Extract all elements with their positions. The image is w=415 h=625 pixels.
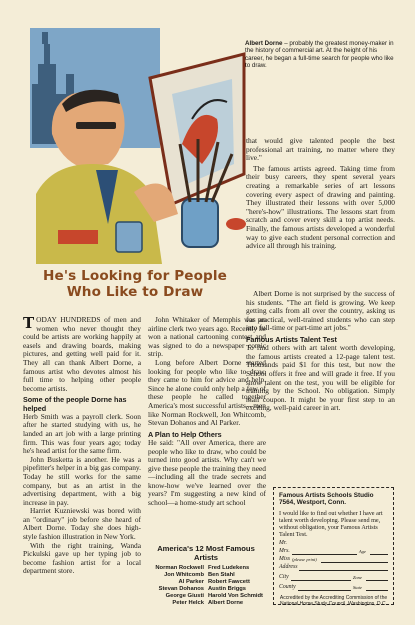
artist-name: Norman Rockwell xyxy=(155,564,204,571)
right-bottom-paragraph-1: Albert Dorne is not surprised by the success of his students. "The art field is growing. We keep getting calls from all over the country, asking us for practical, well-trained students who can step into full-time or part-time art jobs." xyxy=(246,289,395,333)
coupon-mr-field[interactable] xyxy=(279,540,388,547)
col1-subhead: Some of the people Dorne has helped xyxy=(23,395,127,413)
coupon-miss-field[interactable] xyxy=(279,556,388,563)
col1-paragraph-3: John Busketta is another. He was a pipefitter's helper in a big gas company. Today he still works for the same company, but as an artist in the advertising department, with a big increase in pay. xyxy=(23,454,141,507)
print-note: (please print) xyxy=(291,556,317,562)
coupon-county-state-field[interactable] xyxy=(279,584,388,591)
artist-at-easel-illustration xyxy=(22,24,247,264)
col1-p1-text: ODAY HUNDREDS of men and women who never thought they could be artists are working happily at easels and drawing boards, making pictures, and getting well paid for it. They all can thank Albert Dorne, a famous artist who devotes almost his full time to helping other people become artists. xyxy=(23,315,141,393)
coupon-body: I would like to find out whether I have art talent worth developing. Please send me, without obligation, your Famous Artists Talent Test. xyxy=(279,509,383,538)
right-column-top xyxy=(246,137,395,253)
article-column-1 xyxy=(23,316,141,576)
zone-label: Zone xyxy=(352,574,362,580)
right-bottom-paragraph-2: To find others with art talent worth developing, the famous artists created a 12-page talent test. Thousands paid $1 for this test, but now the School offers it free and will grade it free. If you show talent on the test, you will be eligible for training by the School. No obligation. Simply mail coupon. It might be your first step to an exciting, well-paid career in art. xyxy=(246,343,395,413)
mr-label: Mr. xyxy=(279,539,287,546)
coupon-header: Famous Artists Schools Studio 7564, Westport, Conn. xyxy=(279,492,374,507)
mrs-label: Mrs. xyxy=(279,547,290,554)
talent-test-subhead: Famous Artists Talent Test xyxy=(246,334,337,344)
coupon-mrs-age-field[interactable] xyxy=(279,548,388,555)
artist-name: Robert Fawcett xyxy=(208,578,250,585)
col2-paragraph-2: Long before Albert Dorne started looking for people who like to draw, they came to him for advice and help. Since he alone could only help a few of these people he called together America's most successful artists—men like Norman Rockwell, Jon Whitcomb, Stevan Dohanos and Al Parker. xyxy=(148,357,266,428)
artist-name: Stevan Dohanos xyxy=(158,585,204,592)
artist-name: Ben Stahl xyxy=(208,571,235,578)
coupon-address-field[interactable] xyxy=(279,564,388,571)
col2-paragraph-3: He said: "All over America, there are people who like to draw, who could be turned into good artists. Why can't we give these people the training they need—including all the trade secrets and know-how we've learned over the years? I'm suggesting a new kind of school—a home-study art school xyxy=(148,437,266,508)
caption-text: – probably the greatest money-maker in the history of commercial art. At the height of his career, he began a full-time search for people who like to draw. xyxy=(245,40,394,70)
page-headline: He's Looking for People Who Like to Draw xyxy=(43,268,227,300)
right-top-paragraph-2: The famous artists agreed. Taking time from their busy careers, they spent several years creating a remarkable series of art lessons covering every aspect of drawing and painting. They illustrated their lessons with over 5,000 "here's-how" illustrations. The lessons start from scratch and cover every skill a top artist needs. Finally, the famous artists developed a wonderful way to give each student personal correction and advice all through his training. xyxy=(246,163,395,251)
artist-name: Austin Briggs xyxy=(208,585,247,592)
age-label: Age xyxy=(358,548,366,554)
address-label: Address xyxy=(279,563,298,570)
artist-name: Albert Dorne xyxy=(208,599,244,606)
col2-subhead: A Plan to Help Others xyxy=(148,429,222,439)
drop-cap: T xyxy=(23,314,35,332)
col1-paragraph-2: Herb Smith was a payroll clerk. Soon after he started studying with us, he landed an art job with a large printing firm. This was four years ago; today he's head artist for the same firm. xyxy=(23,411,141,456)
artist-name: George Giusti xyxy=(165,592,204,599)
artists-title: America's 12 Most Famous Artists xyxy=(157,544,255,562)
mail-coupon[interactable] xyxy=(273,487,394,605)
col2-paragraph-1: John Whitaker of Memphis was an airline clerk two years ago. Recently he won a national cartooning contest and was signed to do a newspaper comic strip. xyxy=(148,315,266,359)
accreditation-note: Accredited by the Accrediting Commission of the National Home Study Council, Washington, D.C. xyxy=(279,594,388,607)
right-top-paragraph: that would give talented people the best professional art training, no matter where they live." xyxy=(246,136,395,163)
state-label: State xyxy=(352,584,362,590)
col1-paragraph-1 xyxy=(23,316,141,393)
col1-paragraph-5: With the right training, Wanda Pickulski gave up her typing job to become fashion artist for a local department store. xyxy=(23,540,141,576)
miss-label: Miss xyxy=(279,555,290,562)
col1-paragraph-4: Harriet Kuzniewski was bored with an "ordinary" job before she heard of Albert Dorne. Today she does high-style fashion illustration in New York. xyxy=(23,506,141,542)
artist-name: Jon Whitcomb xyxy=(164,571,204,578)
county-label: County xyxy=(279,583,296,590)
artist-name: Peter Helck xyxy=(172,599,204,606)
right-column-bottom xyxy=(246,290,395,413)
illustration-caption xyxy=(245,40,395,70)
coupon-city-zone-field[interactable] xyxy=(279,574,388,581)
artist-name: Fred Ludekens xyxy=(208,564,250,571)
caption-name: Albert Dorne xyxy=(245,40,283,47)
artists-names xyxy=(146,565,266,607)
artist-name: Harold Von Schmidt xyxy=(208,592,263,599)
famous-artists-list xyxy=(146,545,266,607)
artist-name: Al Parker xyxy=(178,578,204,585)
city-label: City xyxy=(279,573,289,580)
